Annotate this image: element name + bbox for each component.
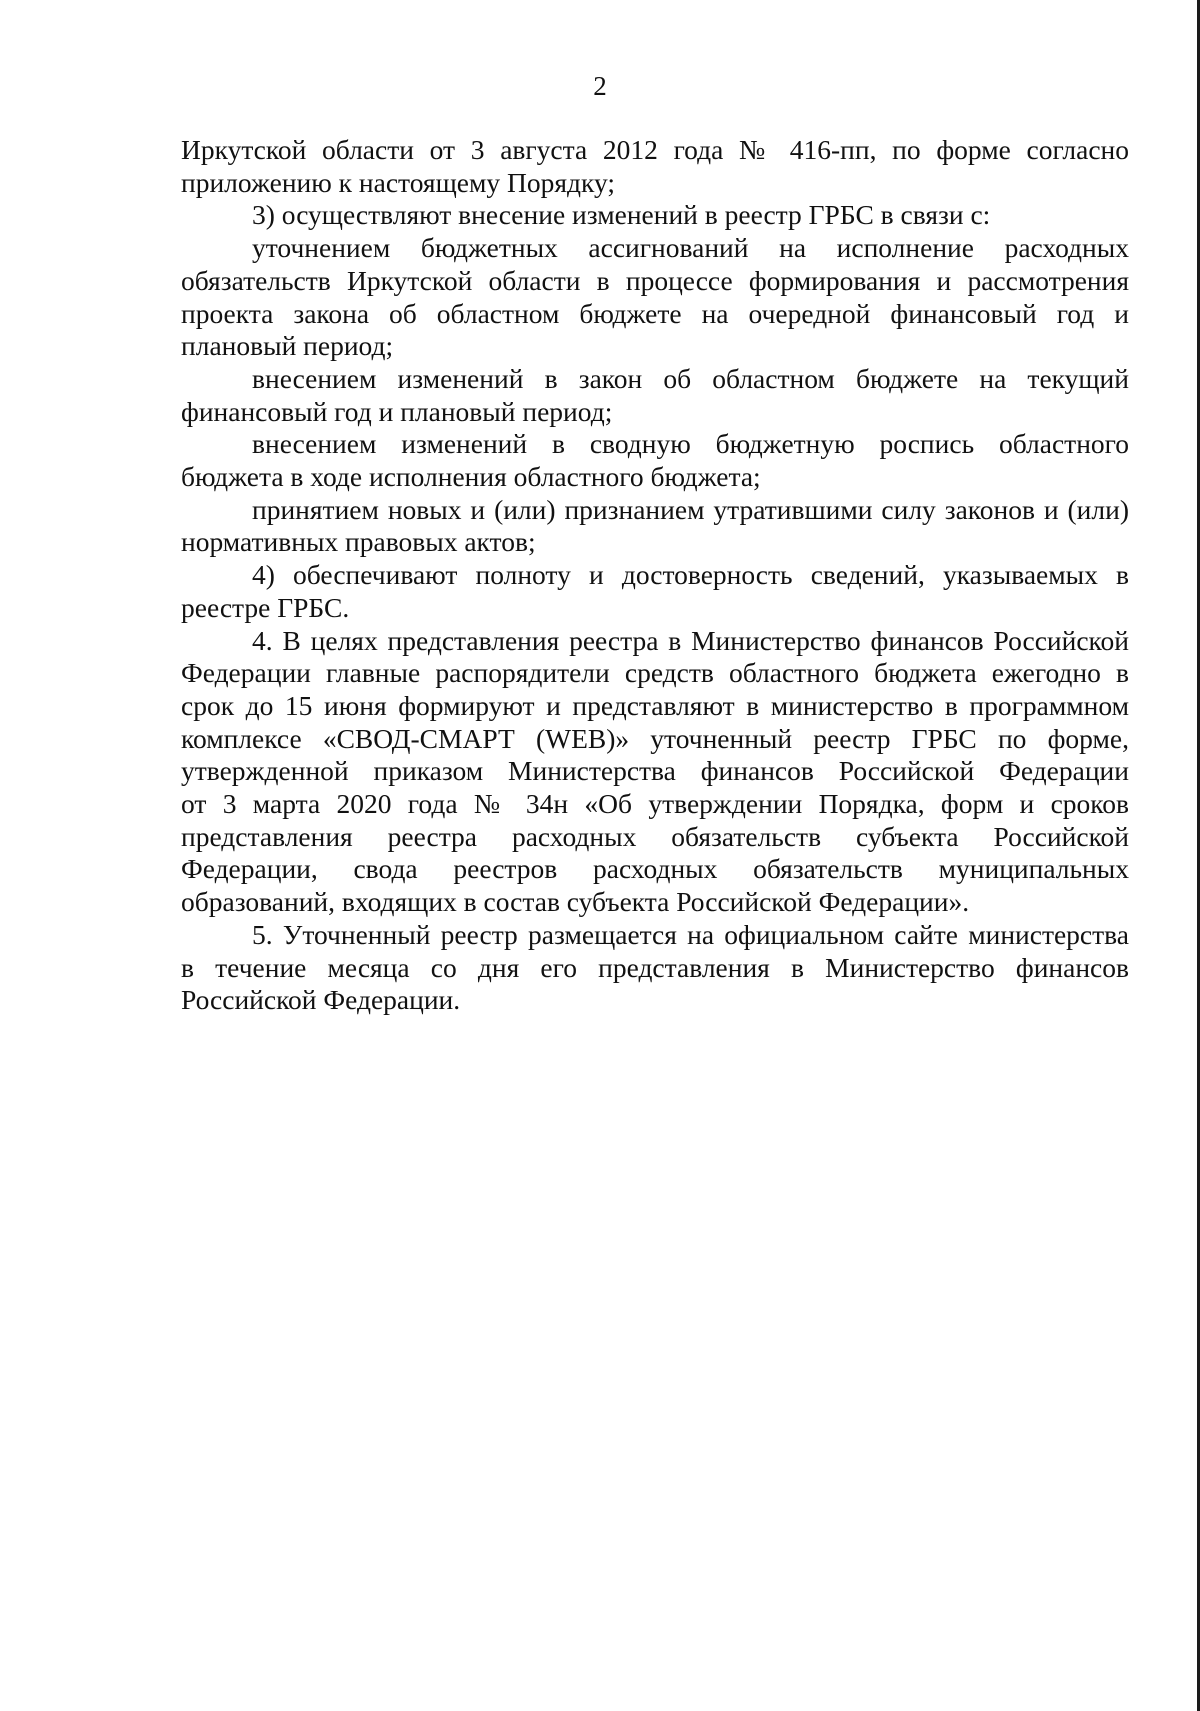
text-line: 5. Уточненный реестр размещается на официальном сайте министерства (252, 918, 1129, 950)
text-line: приложению к настоящему Порядку; (181, 166, 615, 198)
text-line: образований, входящих в состав субъекта Российской Федерации». (181, 886, 970, 918)
text-line: Федерации, свода реестров расходных обязательств муниципальных (181, 853, 1129, 885)
text-line: принятием новых и (или) признанием утратившими силу законов и (или) (252, 493, 1129, 525)
text-line: Федерации главные распорядители средств областного бюджета ежегодно в (181, 657, 1129, 689)
text-line: 4. В целях представления реестра в Министерство финансов Российской (252, 624, 1129, 656)
text-line: проекта закона об областном бюджете на очередной финансовый год и (181, 297, 1129, 329)
text-line: 3) осуществляют внесение изменений в реестр ГРБС в связи с: (252, 199, 991, 231)
text-line: представления реестра расходных обязательств субъекта Российской (181, 820, 1129, 852)
text-line: внесением изменений в закон об областном бюджете на текущий (252, 362, 1129, 394)
document-body (181, 134, 1129, 1017)
text-line: плановый период; (181, 330, 394, 362)
text-line: 4) обеспечивают полноту и достоверность сведений, указываемых в (252, 559, 1129, 591)
text-line: в течение месяца со дня его представления в Министерство финансов (181, 951, 1129, 983)
text-line: реестре ГРБС. (181, 591, 350, 623)
text-line: от 3 марта 2020 года № 34н «Об утверждении Порядка, форм и сроков (181, 788, 1129, 820)
text-line: обязательств Иркутской области в процессе формирования и рассмотрения (181, 264, 1129, 296)
text-line: уточнением бюджетных ассигнований на исполнение расходных (252, 232, 1129, 264)
text-line: срок до 15 июня формируют и представляют в министерство в программном (181, 689, 1129, 721)
page-number: 2 (593, 71, 607, 101)
text-line: комплексе «СВОД-СМАРТ (WEB)» уточненный реестр ГРБС по форме, (181, 722, 1129, 754)
text-line: Российской Федерации. (181, 984, 461, 1016)
text-line: утвержденной приказом Министерства финансов Российской Федерации (181, 755, 1129, 787)
text-line: внесением изменений в сводную бюджетную роспись областного (252, 428, 1129, 460)
text-line: нормативных правовых актов; (181, 526, 536, 558)
text-line: финансовый год и плановый период; (181, 395, 613, 427)
text-line: бюджета в ходе исполнения областного бюджета; (181, 461, 761, 493)
text-line: Иркутской области от 3 августа 2012 года № 416-пп, по форме согласно (181, 134, 1129, 165)
